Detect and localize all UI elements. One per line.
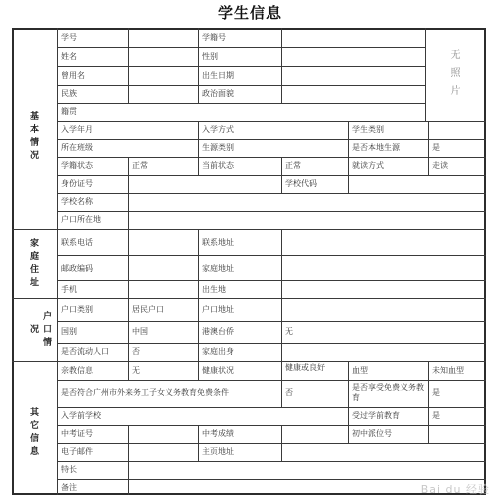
label-relative-info: 亲教信息 [61,366,93,375]
label-native-place: 籍贯 [61,107,77,116]
label-enroll-method: 入学方式 [202,125,234,134]
label-school-name: 学校名称 [61,197,93,206]
label-political-status: 政治面貌 [202,89,234,98]
label-registry-id: 学籍号 [202,33,226,42]
value-registry-status: 正常 [132,161,148,170]
value-hukou-type: 居民户口 [132,305,164,314]
label-homepage: 主页地址 [202,447,234,456]
label-school-code: 学校代码 [285,179,317,188]
label-student-type: 学生类别 [352,125,384,134]
label-hukou-address: 户口地址 [202,305,234,314]
value-relative-info: 无 [132,366,140,375]
label-health: 健康状况 [202,366,234,375]
label-email: 电子邮件 [61,447,93,456]
label-name: 姓名 [61,52,77,61]
label-hukou-location: 户口所在地 [61,215,101,224]
value-study-mode: 走读 [432,161,448,170]
page-title: 学生信息 [217,4,282,22]
label-hk-macau-taiwan: 港澳台侨 [202,327,234,336]
label-current-status: 当前状态 [202,161,234,170]
label-former-name: 曾用名 [61,71,85,80]
value-preschool-education: 是 [432,411,440,420]
value-current-status: 正常 [285,161,301,170]
label-country: 国别 [61,327,77,336]
value-local-source: 是 [432,143,440,152]
label-free-education-eligible: 是否符合广州市外来务工子女义务教育免费条件 [61,388,229,397]
label-hukou-type: 户口类别 [61,305,93,314]
label-id-number: 身份证号 [61,179,93,188]
label-specialty: 特长 [61,465,77,474]
label-local-source: 是否本地生源 [352,143,400,152]
value-health: 健康或良好 [285,363,325,372]
label-student-id: 学号 [61,33,77,42]
value-country: 中国 [132,327,148,336]
label-source-type: 生源类别 [202,143,234,152]
label-ethnicity: 民族 [61,89,77,98]
value-floating-population: 否 [132,347,140,356]
label-preschool-education: 受过学前教育 [352,411,400,420]
section-hukou: 户口情况 [28,310,51,350]
section-basic: 基本情况 [28,111,38,163]
label-exam-id: 中考证号 [61,429,93,438]
label-mobile: 手机 [61,285,77,294]
label-home-address: 家庭地址 [202,264,234,273]
watermark: Bai du 经验 [420,483,490,496]
label-enroll-date: 入学年月 [61,125,93,134]
label-placement-number: 初中派位号 [352,429,392,438]
label-phone: 联系电话 [61,238,93,247]
value-free-compulsory-education: 是 [432,388,440,397]
label-blood-type: 血型 [352,366,368,375]
value-hk-macau-taiwan: 无 [285,327,293,336]
label-previous-school: 入学前学校 [61,411,101,420]
label-contact-address: 联系地址 [202,238,234,247]
section-family: 家庭住址 [28,238,38,290]
label-gender: 性别 [202,52,218,61]
label-floating-population: 是否流动人口 [61,347,109,356]
label-class: 所在班级 [61,143,93,152]
label-free-compulsory-education: 是否享受免费义务教育 [352,383,424,402]
label-registry-status: 学籍状态 [61,161,93,170]
value-free-education-eligible: 否 [285,388,293,397]
label-birth-date: 出生日期 [202,71,234,80]
section-other: 其它信息 [28,407,38,459]
label-birthplace: 出生地 [202,285,226,294]
photo-placeholder: 无照片 [448,49,459,103]
value-blood-type: 未知血型 [432,366,464,375]
label-exam-score: 中考成绩 [202,429,234,438]
label-remarks: 备注 [61,483,77,492]
label-postcode: 邮政编码 [61,264,93,273]
label-family-background: 家庭出身 [202,347,234,356]
label-study-mode: 就读方式 [352,161,384,170]
